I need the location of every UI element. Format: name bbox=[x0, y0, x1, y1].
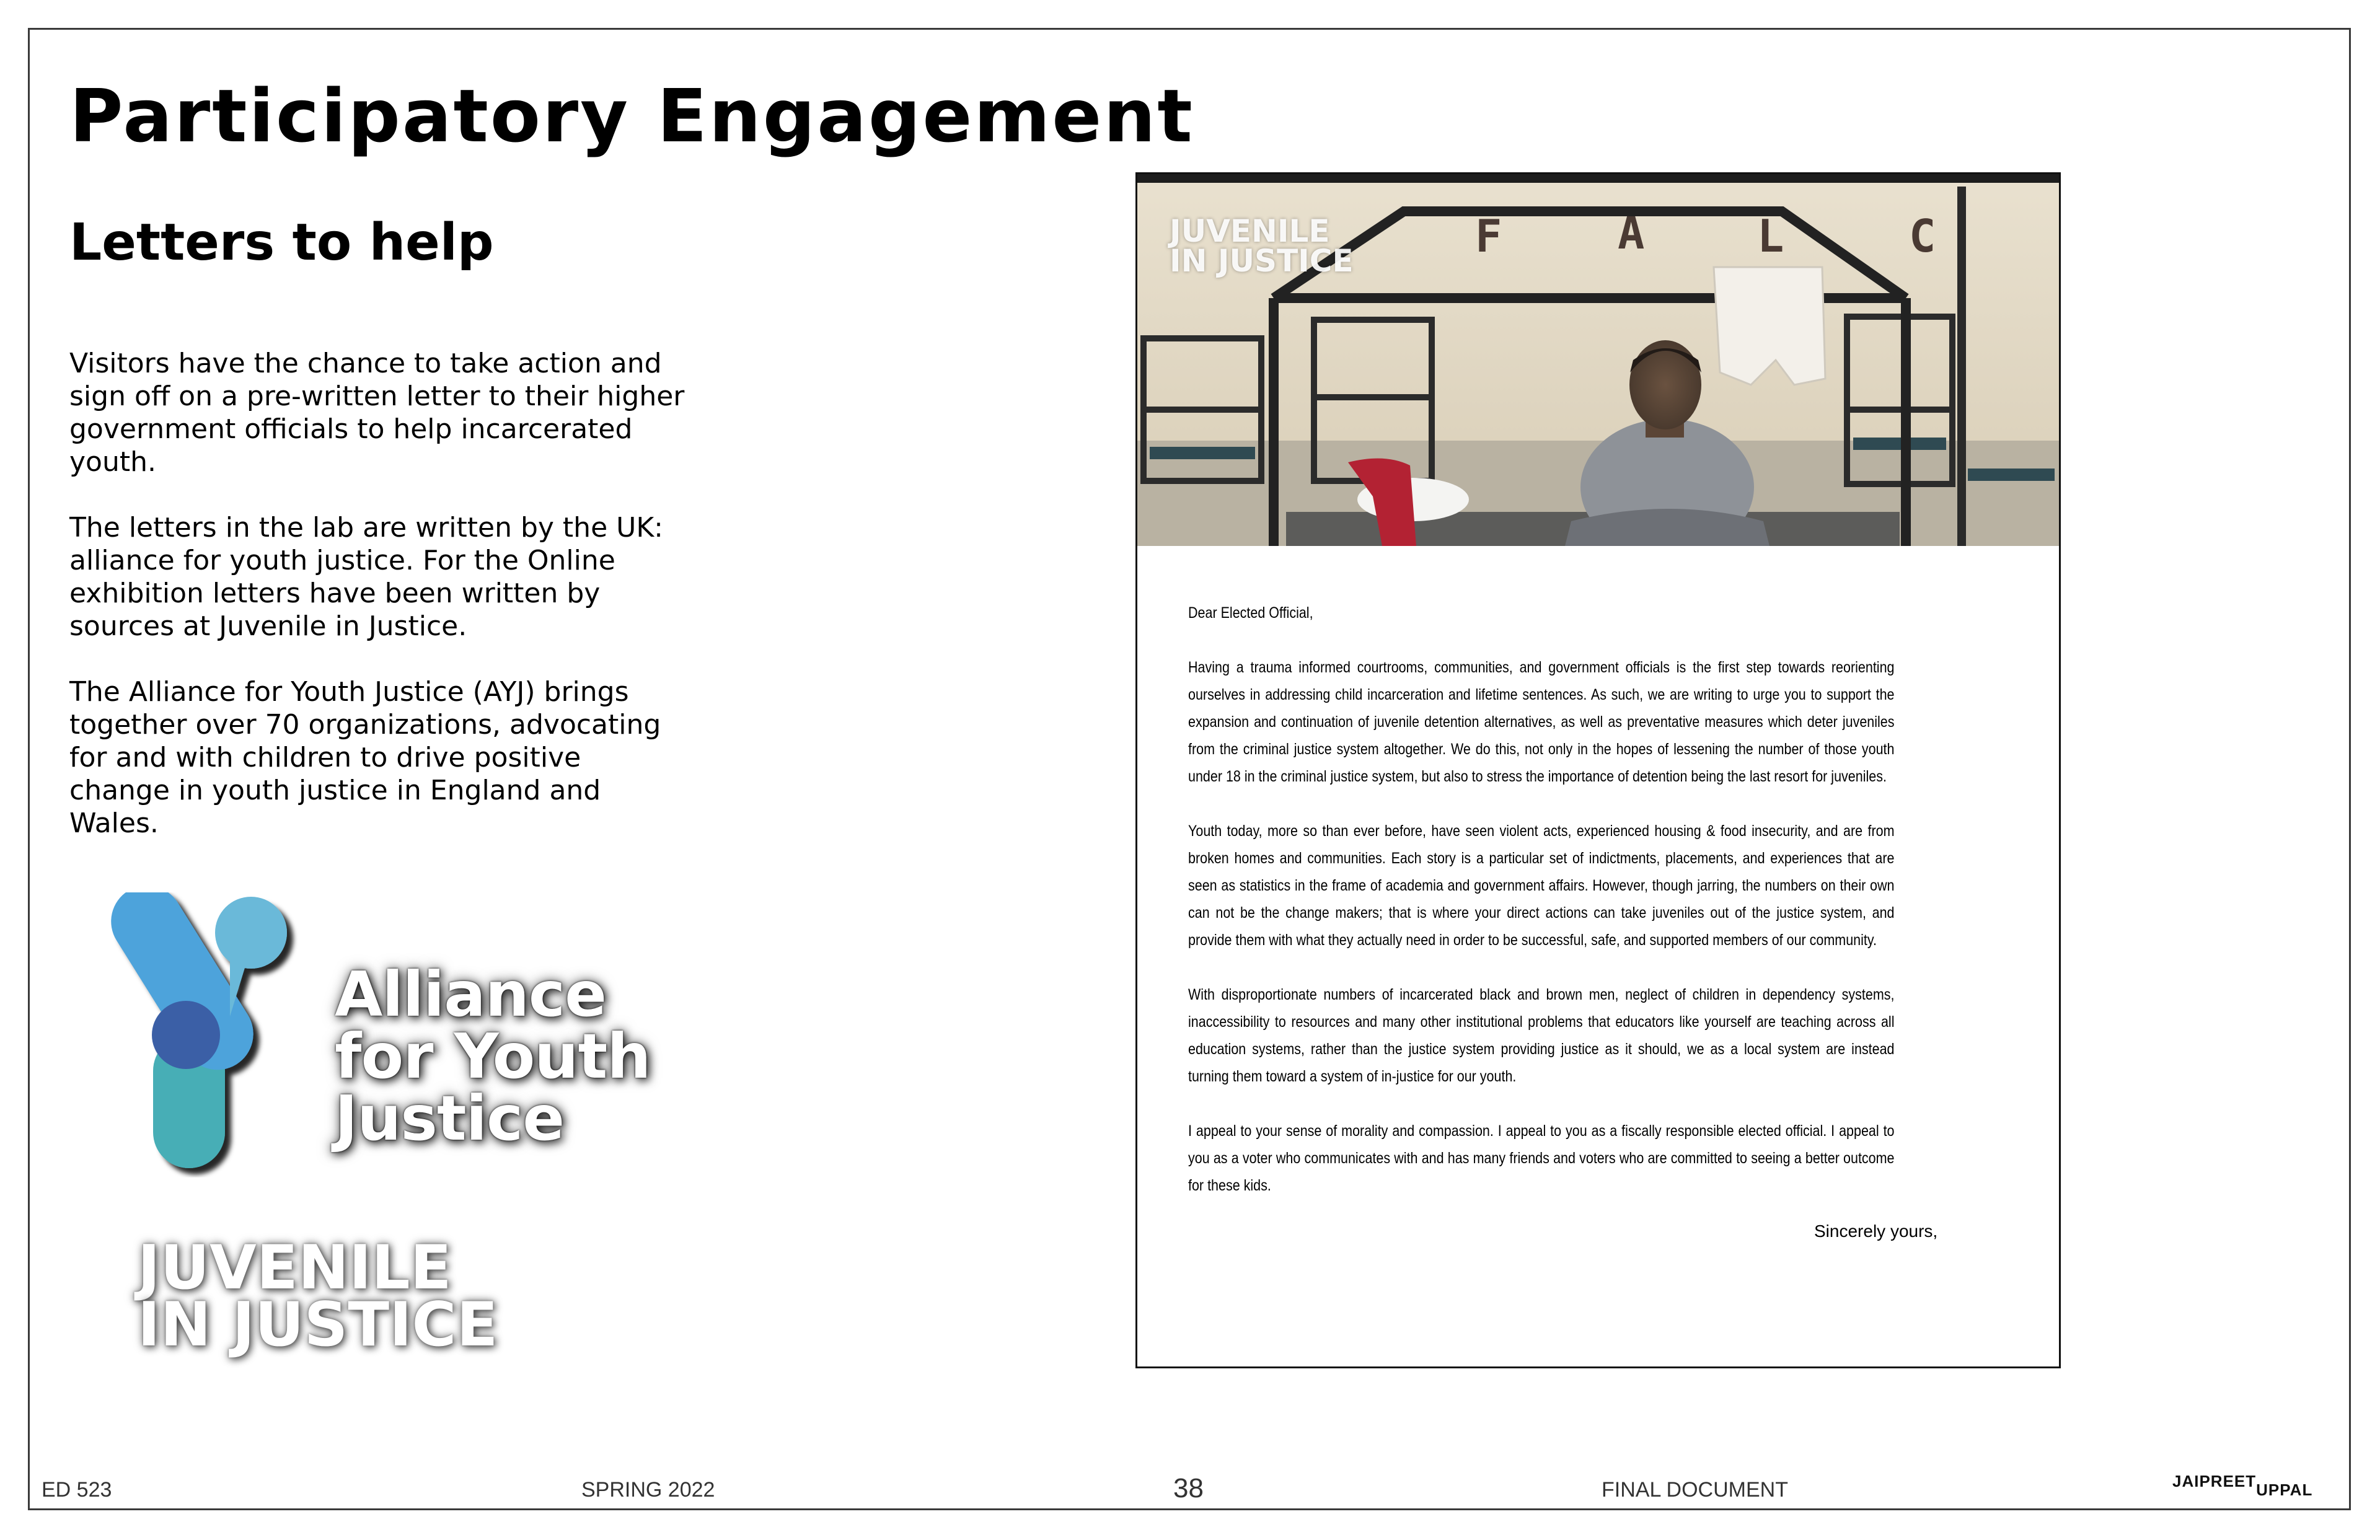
letter-signoff: Sincerely yours, bbox=[1814, 1221, 1938, 1241]
brand-last-name: UPPAL bbox=[2256, 1481, 2313, 1499]
ayj-logo-wordmark bbox=[335, 958, 682, 1155]
letter-paragraph-1: Having a trauma informed courtrooms, communities, and government officials is the first step towards reorienting ourselves in addressing child incarceration and lifetime sentences. As such, we are writing to urge you to support the expansion and continuation of juvenile detention alternatives, as well as preventative measures which deter juveniles from the criminal justice system altogether. We do this, not only in the hopes of lessening the number of those youth under 18 in the criminal justice system, but also to stress the importance of detention being the last resort for juveniles. bbox=[1188, 659, 1895, 785]
jij-logo-line-2: IN JUSTICE bbox=[138, 1290, 498, 1360]
photo-logo-line-1: JUVENILE bbox=[1170, 213, 1330, 249]
letter-body bbox=[1188, 599, 1895, 1226]
ayj-wordmark-line-2: for Youth bbox=[335, 1020, 651, 1093]
page-title: Participatory Engagement bbox=[69, 73, 1194, 159]
letter-paragraph-2: Youth today, more so than ever before, have seen violent acts, experienced housing & food insecurity, and are from broken homes and communities. Each story is a particular set of indictments, placements, and experiences that are seen as statistics in the frame of academia and government affairs. However, though jarring, the numbers on their own can not be the change makers; that is where your direct actions can take juveniles out of the justice system, and provide them with what they actually need in order to be successful, safe, and supported members of our community. bbox=[1188, 822, 1895, 949]
ayj-wordmark-line-3: Justice bbox=[335, 1082, 565, 1155]
footer-course: ED 523 bbox=[42, 1478, 112, 1502]
letter-panel bbox=[1135, 172, 2061, 1368]
jij-logo-line-1: JUVENILE bbox=[138, 1233, 452, 1303]
description-paragraph-1: Visitors have the chance to take action and sign off on a pre-written letter to their higher government officials to help incarcerated youth. bbox=[69, 348, 685, 478]
juvenile-in-justice-logo bbox=[138, 1233, 509, 1360]
section-subtitle: Letters to help bbox=[69, 213, 494, 272]
letter-paragraph-3: With disproportionate numbers of incarcerated black and brown men, neglect of children in dependency systems, inaccessibility to resources and many other institutional problems that educators like yourself are teaching across all education systems, rather than the justice system providing justice as it should, we as a local system are instead turning them toward a system of in-justice for our youth. bbox=[1188, 986, 1895, 1085]
ayj-wordmark-line-1: Alliance bbox=[335, 958, 606, 1031]
brand-first-name: JAIPREET bbox=[2172, 1472, 2257, 1490]
description-paragraph-2: The letters in the lab are written by the UK: alliance for youth justice. For the Online exhibition letters have been written by sources at Juvenile in Justice. bbox=[69, 512, 664, 642]
wall-letter-l: L bbox=[1757, 210, 1784, 262]
description-text bbox=[69, 347, 689, 840]
footer-document-label: FINAL DOCUMENT bbox=[1602, 1478, 1788, 1502]
wall-letter-a: A bbox=[1618, 207, 1645, 259]
footer-season: SPRING 2022 bbox=[581, 1478, 715, 1502]
photo-logo-line-2: IN JUSTICE bbox=[1170, 243, 1354, 279]
photo-juvenile-in-justice-logo bbox=[1170, 213, 1354, 279]
letter-paragraph-4: I appeal to your sense of morality and compassion. I appeal to you as a fiscally responsible elected official. I appeal to you as a voter who communicates with and has many friends and voters who are committed to seeing a better outcome for these kids. bbox=[1188, 1122, 1895, 1194]
wall-letter-f: F bbox=[1475, 210, 1502, 262]
footer-page-number: 38 bbox=[1173, 1473, 1204, 1503]
wall-letter-c: C bbox=[1909, 210, 1936, 262]
footer-brand-logo bbox=[2172, 1472, 2313, 1499]
letter-salutation: Dear Elected Official, bbox=[1188, 604, 1313, 622]
description-paragraph-3: The Alliance for Youth Justice (AYJ) brings together over 70 organizations, advocating for and with children to drive positive change in youth justice in England and Wales. bbox=[69, 676, 661, 839]
